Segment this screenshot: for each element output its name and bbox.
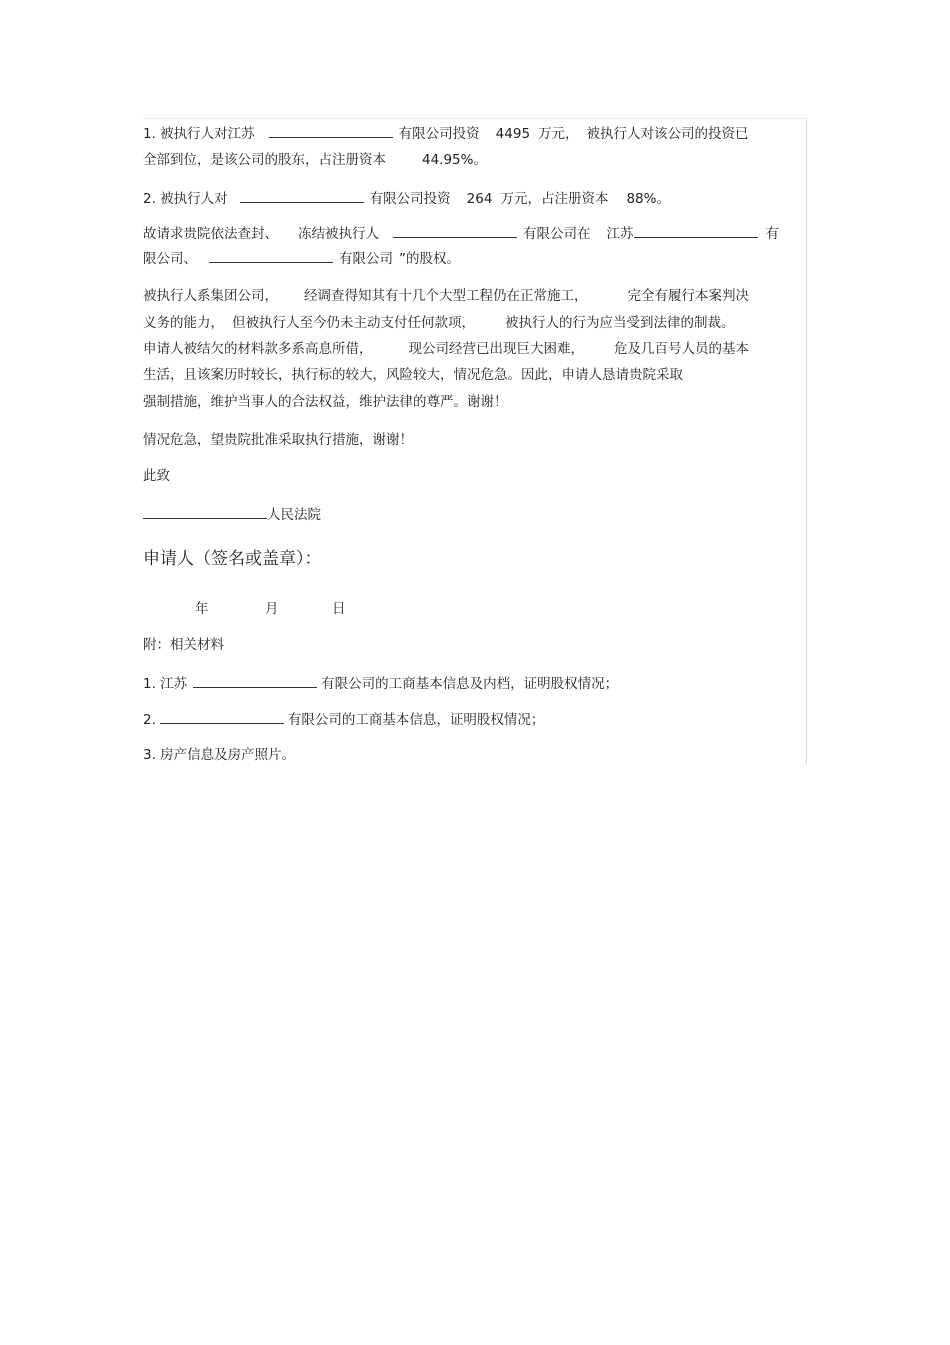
paragraph-4-line-4 <box>143 366 683 384</box>
text: 3. 房产信息及房产照片。 <box>143 747 296 763</box>
salutation <box>143 467 170 485</box>
text: 被执行人系集团公司， <box>143 288 278 304</box>
blank-line <box>160 710 284 724</box>
text: 情况危急，望贵院批准采取执行措施，谢谢！ <box>143 432 413 448</box>
text: ”的股权。 <box>399 251 460 267</box>
text: 全部到位，是该公司的股东，占注册资本 <box>143 152 386 168</box>
attachments-title <box>143 636 224 654</box>
text: 此致 <box>143 468 170 484</box>
text: 强制措施，维护当事人的合法权益，维护法律的尊严。谢谢！ <box>143 394 508 410</box>
investment-amount: 4495 <box>495 126 531 142</box>
blank-line <box>393 224 517 238</box>
blank-line <box>240 189 364 203</box>
attachment-item-2 <box>143 710 544 729</box>
text: 现公司经营已出现巨大困难， <box>408 341 584 357</box>
text: 申请人被结欠的材料款多系高息所借， <box>143 341 373 357</box>
blank-line <box>143 505 267 519</box>
text: 完全有履行本案判决 <box>627 288 749 304</box>
paragraph-4-line-2 <box>143 314 735 332</box>
date-day <box>332 600 346 618</box>
paragraph-1-line-2 <box>143 151 487 169</box>
text: 冻结被执行人 <box>298 226 379 242</box>
text: 申请人（签名或盖章）： <box>143 549 322 569</box>
blank-line <box>269 124 393 138</box>
blank-line <box>634 224 758 238</box>
text: 万元， <box>538 126 579 142</box>
text: 有限公司的工商基本信息及内档，证明股权情况； <box>321 676 619 692</box>
text: 生活，且该案历时较长，执行标的较大，风险较大，情况危急。因此，申请人恳请贵院采取 <box>143 367 683 383</box>
paragraph-1-line-1 <box>143 124 749 143</box>
text: 限公司、 <box>143 251 197 267</box>
date-year <box>195 600 209 618</box>
share-percent: 88%。 <box>626 191 670 207</box>
paragraph-4-line-3 <box>143 340 749 358</box>
text: 故请求贵院依法查封、 <box>143 226 278 242</box>
share-percent: 44.95%。 <box>422 152 487 168</box>
text: 附：相关材料 <box>143 637 224 653</box>
text: 1. 被执行人对江苏 <box>143 126 255 142</box>
paragraph-4-line-5 <box>143 393 508 411</box>
court-name: 人民法院 <box>267 507 321 523</box>
text: 经调查得知其有十几个大型工程仍在正常施工， <box>304 288 588 304</box>
date-month <box>265 600 279 618</box>
text: 有 <box>765 226 779 242</box>
text: 有限公司投资 <box>369 191 451 207</box>
text: 被执行人对该公司的投资已 <box>586 126 749 142</box>
text: 江苏 <box>606 226 634 242</box>
text: 义务的能力， <box>143 315 224 331</box>
paragraph-3-line-2 <box>143 249 460 268</box>
court-line <box>143 505 321 524</box>
text: 2. 被执行人对 <box>143 191 228 207</box>
paragraph-3-line-1 <box>143 224 779 243</box>
paragraph-5 <box>143 431 413 449</box>
paragraph-2 <box>143 189 670 208</box>
text: 2. <box>143 712 156 728</box>
paragraph-4-line-1 <box>143 287 749 305</box>
text: 年 <box>195 601 209 617</box>
applicant-signature <box>143 548 322 570</box>
blank-line <box>209 249 333 263</box>
attachment-item-3 <box>143 746 295 764</box>
blank-line <box>193 674 317 688</box>
text: 但被执行人至今仍未主动支付任何款项， <box>232 315 475 331</box>
text: 有限公司在 <box>523 226 591 242</box>
text: 月 <box>265 601 279 617</box>
attachment-item-1 <box>143 674 618 693</box>
text: 日 <box>332 601 346 617</box>
text: 被执行人的行为应当受到法律的制裁。 <box>505 315 735 331</box>
text: 危及几百号人员的基本 <box>614 341 749 357</box>
text: 有限公司 <box>339 251 393 267</box>
text: 1. 江苏 <box>143 676 188 692</box>
text: 万元，占注册资本 <box>500 191 609 207</box>
text: 有限公司投资 <box>398 126 480 142</box>
text: 有限公司的工商基本信息，证明股权情况； <box>287 712 545 728</box>
investment-amount: 264 <box>466 191 493 207</box>
